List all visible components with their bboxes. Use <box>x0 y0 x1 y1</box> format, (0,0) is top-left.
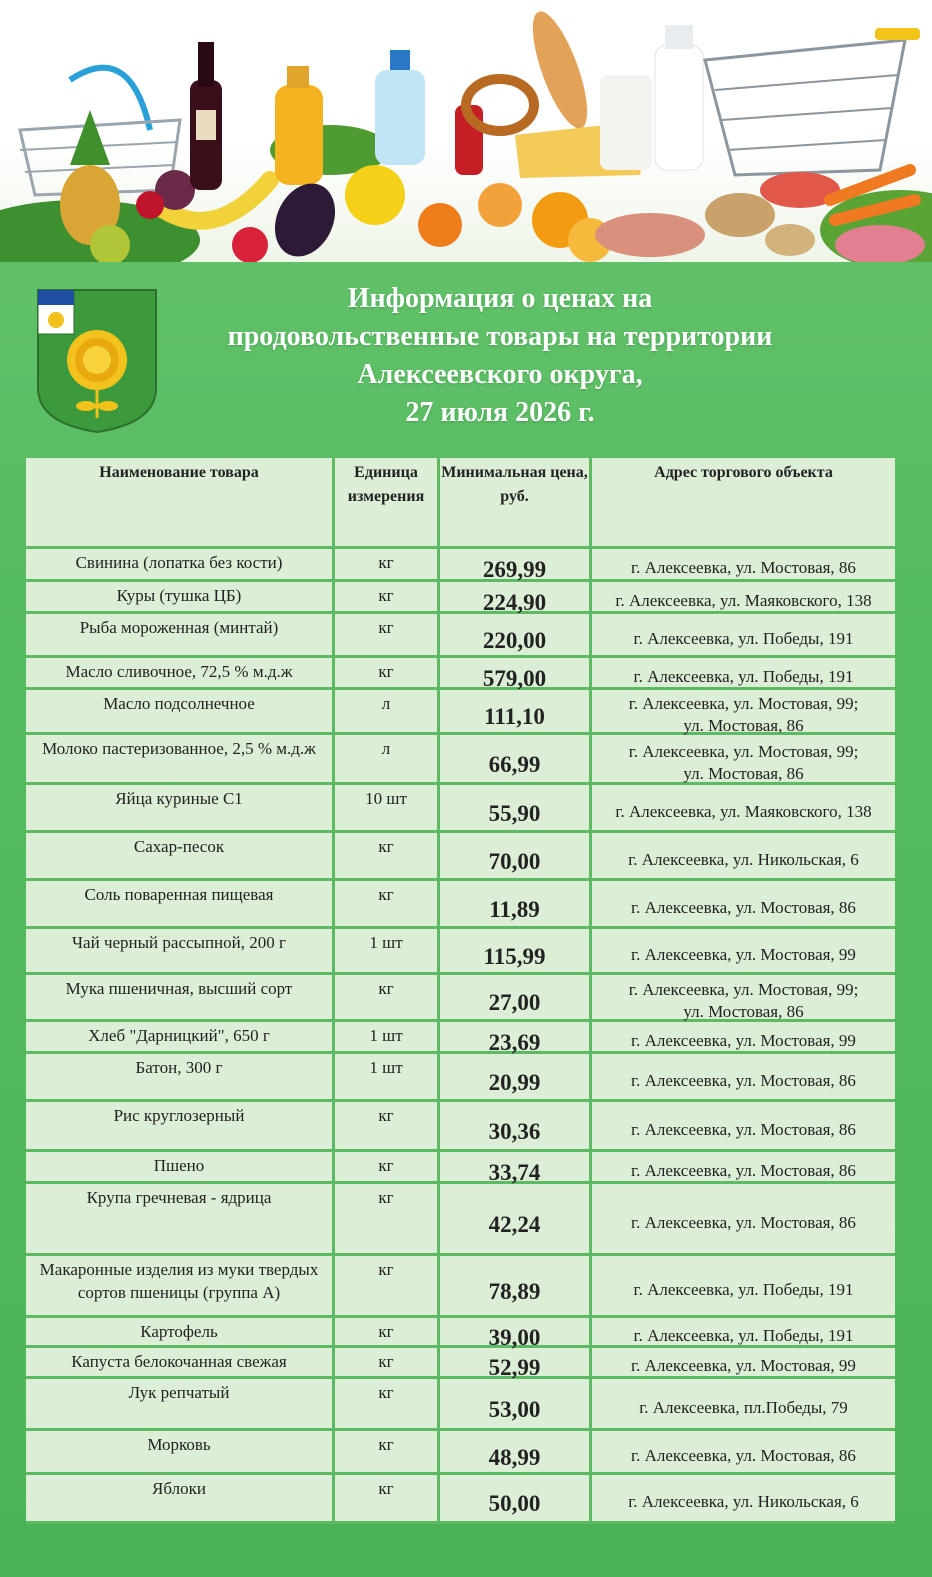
min-price: 11,89 <box>440 881 592 926</box>
unit: кг <box>335 1318 440 1345</box>
product-name: Лук репчатый <box>26 1379 335 1428</box>
product-name: Молоко пастеризованное, 2,5 % м.д.ж <box>26 735 335 782</box>
address-line: г. Алексеевка, пл.Победы, 79 <box>639 1397 848 1417</box>
product-name: Масло сливочное, 72,5 % м.д.ж <box>26 658 335 687</box>
product-name: Яблоки <box>26 1475 335 1521</box>
store-address <box>592 582 895 611</box>
address-line: ул. Мостовая, 86 <box>683 716 804 735</box>
min-price: 20,99 <box>440 1054 592 1099</box>
min-price: 579,00 <box>440 658 592 687</box>
product-name: Куры (тушка ЦБ) <box>26 582 335 611</box>
table-row <box>26 881 895 929</box>
min-price: 70,00 <box>440 833 592 878</box>
unit: кг <box>335 975 440 1019</box>
unit: л <box>335 690 440 732</box>
min-price: 55,90 <box>440 785 592 830</box>
product-name: Масло подсолнечное <box>26 690 335 732</box>
table-row <box>26 833 895 881</box>
unit: кг <box>335 881 440 926</box>
wine-bottle-icon <box>190 42 222 190</box>
table-row <box>26 1022 895 1054</box>
product-name: Сахар-песок <box>26 833 335 878</box>
groceries-banner <box>0 0 932 262</box>
bread-icon <box>466 6 598 135</box>
store-address <box>592 1152 895 1181</box>
title-line-4: 27 июля 2026 г. <box>405 397 595 428</box>
min-price: 53,00 <box>440 1379 592 1428</box>
title-line-1: Информация о ценах на <box>347 283 653 314</box>
address-line: г. Алексеевка, ул. Мостовая, 86 <box>631 558 856 577</box>
product-name: Морковь <box>26 1431 335 1472</box>
address-line: г. Алексеевка, ул. Никольская, 6 <box>628 1492 859 1511</box>
unit: кг <box>335 1379 440 1428</box>
min-price: 39,00 <box>440 1318 592 1345</box>
product-name: Хлеб "Дарницкий", 650 г <box>26 1022 335 1051</box>
store-address <box>592 1022 895 1051</box>
unit: кг <box>335 1475 440 1521</box>
col-header-name: Наименование товара <box>26 458 335 546</box>
table-row <box>26 1184 895 1256</box>
product-name: Яйца куриные С1 <box>26 785 335 830</box>
cart-icon <box>705 28 920 175</box>
milk-bottle-icon <box>600 25 703 170</box>
address-line: г. Алексеевка, ул. Мостовая, 86 <box>631 1160 856 1180</box>
store-address <box>592 1054 895 1099</box>
table-row <box>26 1152 895 1184</box>
product-name: Батон, 300 г <box>26 1054 335 1099</box>
address-line: г. Алексеевка, ул. Мостовая, 99 <box>631 1030 856 1050</box>
address-line: г. Алексеевка, ул. Мостовая, 99; <box>628 980 859 999</box>
min-price: 66,99 <box>440 735 592 782</box>
product-name: Свинина (лопатка без кости) <box>26 549 335 579</box>
min-price: 111,10 <box>440 690 592 732</box>
district-emblem-icon <box>36 288 158 434</box>
table-row <box>26 785 895 833</box>
unit: 1 шт <box>335 1054 440 1099</box>
address-line: г. Алексеевка, ул. Мостовая, 99; <box>628 741 859 761</box>
min-price: 30,36 <box>440 1102 592 1149</box>
col-header-unit: Единица измерения <box>335 458 440 546</box>
store-address <box>592 1102 895 1149</box>
product-name: Макаронные изделия из муки твердых сортов пшеницы (группа А) <box>26 1256 335 1315</box>
store-address <box>592 690 895 735</box>
table-row <box>26 549 895 582</box>
store-address <box>592 929 895 972</box>
table-row <box>26 1318 895 1348</box>
table-row <box>26 735 895 785</box>
min-price: 48,99 <box>440 1431 592 1472</box>
store-address <box>592 881 895 926</box>
unit: 1 шт <box>335 929 440 972</box>
min-price: 269,99 <box>440 549 592 579</box>
address-line: г. Алексеевка, ул. Победы, 191 <box>633 1325 854 1345</box>
product-name: Чай черный рассыпной, 200 г <box>26 929 335 972</box>
col-header-price: Минимальная цена, руб. <box>440 458 592 546</box>
address-line: ул. Мостовая, 86 <box>683 763 804 783</box>
table-row <box>26 1475 895 1524</box>
product-name: Мука пшеничная, высший сорт <box>26 975 335 1019</box>
address-line: г. Алексеевка, ул. Никольская, 6 <box>628 849 859 869</box>
table-row <box>26 582 895 614</box>
address-line: г. Алексеевка, ул. Маяковского, 138 <box>615 590 872 610</box>
table-header-row <box>26 458 895 549</box>
address-line: г. Алексеевка, ул. Победы, 191 <box>633 666 854 686</box>
store-address <box>592 833 895 878</box>
table-row <box>26 1054 895 1102</box>
address-line: г. Алексеевка, ул. Мостовая, 86 <box>631 1070 856 1090</box>
min-price: 220,00 <box>440 614 592 655</box>
product-name: Соль поваренная пищевая <box>26 881 335 926</box>
unit: кг <box>335 833 440 878</box>
store-address <box>592 1256 895 1315</box>
table-row <box>26 1348 895 1379</box>
address-line: г. Алексеевка, ул. Мостовая, 99 <box>631 944 856 964</box>
unit: кг <box>335 1102 440 1149</box>
store-address <box>592 1318 895 1345</box>
unit: кг <box>335 549 440 579</box>
groceries-illustration <box>0 0 932 262</box>
vegetable-icon <box>595 170 925 262</box>
unit: кг <box>335 1152 440 1181</box>
store-address <box>592 1379 895 1428</box>
min-price: 42,24 <box>440 1184 592 1253</box>
min-price: 50,00 <box>440 1475 592 1521</box>
table-row <box>26 929 895 975</box>
table-row <box>26 1431 895 1475</box>
unit: кг <box>335 582 440 611</box>
col-header-address: Адрес торгового объекта <box>654 464 833 481</box>
unit: кг <box>335 1256 440 1315</box>
product-name: Крупа гречневая - ядрица <box>26 1184 335 1253</box>
store-address <box>592 658 895 687</box>
table-row <box>26 1256 895 1318</box>
min-price: 78,89 <box>440 1256 592 1315</box>
price-table <box>26 458 895 1524</box>
min-price: 52,99 <box>440 1348 592 1376</box>
address-line: г. Алексеевка, ул. Победы, 191 <box>633 628 854 648</box>
store-address <box>592 975 895 1019</box>
store-address <box>592 785 895 830</box>
store-address <box>592 1431 895 1472</box>
store-address <box>592 1475 895 1521</box>
table-row <box>26 658 895 690</box>
store-address <box>592 735 895 782</box>
address-line: ул. Мостовая, 86 <box>683 1002 804 1021</box>
table-row <box>26 975 895 1022</box>
min-price: 224,90 <box>440 582 592 611</box>
min-price: 115,99 <box>440 929 592 972</box>
unit: л <box>335 735 440 782</box>
address-line: г. Алексеевка, ул. Мостовая, 86 <box>631 1212 856 1232</box>
address-line: г. Алексеевка, ул. Победы, 191 <box>633 1279 854 1299</box>
address-line: г. Алексеевка, ул. Мостовая, 86 <box>631 1445 856 1465</box>
product-name: Рыба мороженная (минтай) <box>26 614 335 655</box>
min-price: 27,00 <box>440 975 592 1019</box>
min-price: 33,74 <box>440 1152 592 1181</box>
address-line: г. Алексеевка, ул. Маяковского, 138 <box>615 801 872 821</box>
product-name: Картофель <box>26 1318 335 1345</box>
unit: кг <box>335 1431 440 1472</box>
unit: 1 шт <box>335 1022 440 1051</box>
address-line: г. Алексеевка, ул. Мостовая, 86 <box>631 1119 856 1139</box>
address-line: г. Алексеевка, ул. Мостовая, 99; <box>628 694 859 713</box>
table-row <box>26 1102 895 1152</box>
title-line-3: Алексеевского округа, <box>357 359 643 390</box>
product-name: Капуста белокочанная свежая <box>26 1348 335 1376</box>
table-row <box>26 690 895 735</box>
address-line: г. Алексеевка, ул. Мостовая, 86 <box>631 897 856 917</box>
page-title <box>160 280 840 432</box>
table-row <box>26 1379 895 1431</box>
store-address <box>592 1348 895 1376</box>
store-address <box>592 614 895 655</box>
table-row <box>26 614 895 658</box>
water-bottle-icon <box>375 50 425 165</box>
unit: кг <box>335 658 440 687</box>
unit: кг <box>335 1348 440 1376</box>
product-name: Рис круглозерный <box>26 1102 335 1149</box>
store-address <box>592 1184 895 1253</box>
min-price: 23,69 <box>440 1022 592 1051</box>
product-name: Пшено <box>26 1152 335 1181</box>
title-line-2: продовольственные товары на территории <box>227 321 773 352</box>
unit: 10 шт <box>335 785 440 830</box>
unit: кг <box>335 1184 440 1253</box>
juice-bottle-icon <box>275 66 323 185</box>
address-line: г. Алексеевка, ул. Мостовая, 99 <box>631 1356 856 1375</box>
store-address <box>592 549 895 579</box>
unit: кг <box>335 614 440 655</box>
